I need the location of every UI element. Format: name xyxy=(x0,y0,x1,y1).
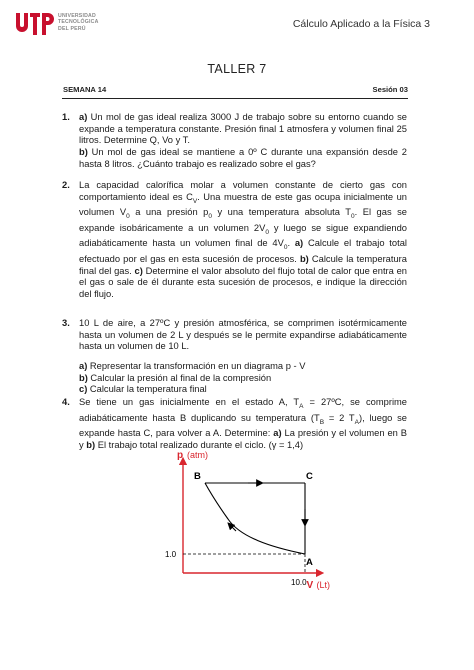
part-a-text: Un mol de gas ideal realiza 3000 J de trabajo sobre su entorno cuando se expande a temperatura constante. Presión final 1 atmosfera y volumen final 25 litros. Determine Q, Vo y T. xyxy=(79,112,407,146)
subscript: A xyxy=(354,418,359,426)
part-c-label: c) xyxy=(134,265,143,276)
university-logo xyxy=(14,10,54,40)
y-tick-label: 1.0 xyxy=(165,550,177,559)
university-line-2: TECNOLÓGICA xyxy=(58,19,99,26)
part-b-label: b) xyxy=(79,147,88,158)
university-line-3: DEL PERÚ xyxy=(58,25,86,32)
item-text: Calcular la presión al final de la compresión xyxy=(87,372,272,383)
problem-2-text-4: y una temperatura absoluta T xyxy=(211,207,352,218)
problem-4-text-2: = 27ºC, se comprime adiabáticamente hasta B duplicando su temperatura (T xyxy=(79,397,408,423)
point-c-label: C xyxy=(306,471,313,482)
part-b-text: El trabajo total realizado durante el ciclo. (γ = 1,4) xyxy=(95,439,304,450)
problem-4-text-4: ), luego se expande hasta C, para volver a A. Determine: xyxy=(79,412,407,439)
problem-3 xyxy=(62,318,407,353)
problem-1-part-a xyxy=(62,112,407,147)
subscript: 0 xyxy=(208,213,212,221)
list-item xyxy=(79,361,407,373)
university-line-1: UNIVERSIDAD xyxy=(58,13,96,19)
course-name: Cálculo Aplicado a la Física 3 xyxy=(292,18,430,30)
problem-3-text: 10 L de aire, a 27ºC y presión atmosférica, se comprimen isotérmicamente hasta un volumen de 2 L y después se le permite expandirse adiabáticamente hasta un volumen de 10 L. xyxy=(79,318,407,352)
item-label: a) xyxy=(79,361,88,371)
problem-number: 1. xyxy=(62,112,70,122)
arrow-a-to-b xyxy=(230,525,236,531)
item-text: Representar la transformación en un diagrama p - V xyxy=(87,361,306,371)
part-b-text: Un mol de gas ideal se mantiene a 0º C durante una expansión desde 2 hasta 8 litros. ¿Cuánto trabajo es realizado sobre el gas? xyxy=(79,147,407,169)
part-a-label: a) xyxy=(79,112,88,122)
university-name xyxy=(58,13,99,32)
problem-4 xyxy=(62,397,407,452)
subscript: 0 xyxy=(126,213,130,221)
session-label: Sesión 03 xyxy=(372,85,408,94)
part-a-label: a) xyxy=(273,428,282,439)
problem-3-list xyxy=(79,361,407,396)
problem-4-text-3: = 2 T xyxy=(324,412,355,423)
week-label: SEMANA 14 xyxy=(63,85,107,94)
problem-2-text-1: La capacidad calorífica molar a volumen constante de cierto gas con comportamiento ideal es C xyxy=(79,180,407,202)
subscript: 0 xyxy=(283,244,288,252)
part-a-label: a) xyxy=(294,238,304,249)
item-label: b) xyxy=(79,372,88,383)
subscript: 0 xyxy=(265,228,269,236)
part-a-text: Calcule el trabajo total efectuado por el gas en esta sucesión de procesos. xyxy=(79,238,407,264)
problem-2-text-7: . xyxy=(287,238,295,249)
subscript: A xyxy=(299,402,304,410)
point-a-label: A xyxy=(306,557,313,568)
page-title: TALLER 7 xyxy=(207,62,267,76)
subscript: B xyxy=(319,418,325,426)
list-item xyxy=(79,384,407,396)
part-a-text: La presión y el volumen en B y xyxy=(79,428,407,450)
problem-2-text-6: y luego se sigue expandiendo adiabáticamente hasta un volumen final de 4V xyxy=(79,222,407,249)
problem-4-text-1: Se tiene un gas inicialmente en el estado A, T xyxy=(79,397,300,407)
problem-number: 3. xyxy=(62,318,70,328)
subscript: 0 xyxy=(351,213,355,221)
pv-diagram xyxy=(160,447,330,597)
part-b-label: b) xyxy=(86,439,96,450)
process-a-to-b xyxy=(205,483,305,554)
problem-2-text-3: a una presión p xyxy=(129,207,209,218)
list-item xyxy=(79,373,407,385)
problem-1-part-b xyxy=(62,147,407,170)
x-axis-label: V xyxy=(306,580,314,591)
problem-1 xyxy=(62,112,407,171)
header-divider xyxy=(62,98,408,99)
part-c-text: Determine el valor absoluto del flujo total de calor que entra en el gas o sale de él durante esta sucesión de procesos, e indique la dirección del flujo. xyxy=(79,265,407,300)
problem-number: 4. xyxy=(62,397,70,407)
item-text: Calcular la temperatura final xyxy=(87,384,207,395)
x-axis-unit: (Lt) xyxy=(316,580,330,590)
subscript: V xyxy=(192,197,198,205)
problem-2-text-2: . Una muestra de este gas ocupa inicialmente un volumen V xyxy=(79,191,407,218)
y-axis-unit: (atm) xyxy=(187,450,208,460)
part-b-label: b) xyxy=(299,253,309,264)
problem-2-text-5: . El gas se expande isobáricamente a un volumen 2V xyxy=(79,207,407,233)
x-tick-label: 10.0 xyxy=(291,578,307,587)
part-b-text: Calcule la temperatura final del gas. xyxy=(79,253,407,276)
point-b-label: B xyxy=(194,471,201,482)
item-label: c) xyxy=(79,384,88,395)
problem-number: 2. xyxy=(62,180,70,190)
y-axis-label: p xyxy=(177,450,184,461)
problem-2 xyxy=(62,180,407,301)
